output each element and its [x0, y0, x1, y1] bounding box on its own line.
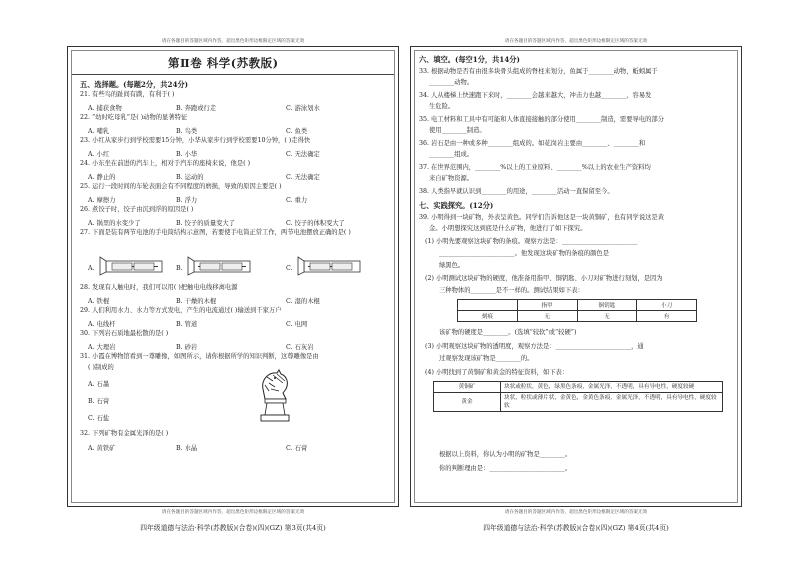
- table-cell: 块状或粒状，黄色，绿黑色条痕，金属光泽，不透明，具有导电性，硬度较硬: [501, 382, 723, 393]
- q28-option-a: A. 铁棍: [88, 298, 110, 305]
- question-24: 24. 小东坐在前进的汽车上，相对于汽车的座椅来说，他是( ): [80, 160, 251, 167]
- part-1-cont: ________________________。他发现这块矿物的条痕的颜色是: [439, 250, 610, 257]
- question-31: 31. 小霞在博物馆看到一尊雕像，如图所示，请你根据所学的知识判断，这尊雕像是由: [80, 353, 319, 360]
- table-row: [434, 382, 723, 393]
- part-2: (2) 小明测试这块矿物的硬度，他准备用指甲、铜钥匙、小刀对矿物进行刻划，是因为: [425, 275, 663, 282]
- question-33: 33. 根据动物是否有由很多块骨头组成的脊柱来划分，鱼属于________动物，蚯蚓属于: [419, 68, 658, 75]
- table-cell: 黄金: [434, 393, 501, 412]
- part-4: (4) 小明找到了黄铜矿和黄金的特征资料，如下表：: [425, 369, 569, 376]
- table-cell: 铜钥匙: [577, 300, 637, 311]
- q24-option-a: A. 静止的: [88, 174, 116, 181]
- question-26: 26. 煮饺子时，饺子由沉到浮的原因是( ): [80, 206, 194, 213]
- q29-option-c: C. 电网: [286, 321, 308, 328]
- q26-option-b: B. 饺子的质量变大了: [176, 220, 236, 227]
- question-25: 25. 运行一段时间的车轮表面会有不同程度的磨损，导致的原因主要是( ): [80, 183, 282, 190]
- part-3: (3) 小明观察这块矿物的透明度，观察方法是：________________________，通: [425, 343, 644, 350]
- table-row: [434, 393, 723, 412]
- question-38: 38. 人类指早就认识到________的用途，________活动一直保留至今。: [419, 188, 614, 195]
- part-1-cont2: 绿黑色。: [439, 262, 465, 269]
- q25-option-a: A. 摩擦力: [88, 197, 116, 204]
- question-21: 21. 有些鸟的趾间有蹼，有利于( ): [80, 91, 175, 98]
- question-27: 27. 下面是装有两节电池的手电筒结构示意图，若要使手电筒正常工作，两节电池摆放正确的是( ): [80, 229, 351, 236]
- section-5-heading: 五、选择题。(每题2分，共24分): [80, 80, 189, 89]
- part-3-cont: 过观察发现该矿物是________的。: [439, 355, 534, 362]
- question-39-cont: 金。小明想探究这到底是什么矿物，他进行了如下探究。: [429, 225, 587, 232]
- page-footer-left: 四年级道德与法治·科学(苏教版)(合卷)(四)(GZ) 第3页(共4页): [140, 524, 326, 532]
- part-5-cont: 你的判断理由是：________________________。: [439, 465, 572, 472]
- section-6-heading: 六、填空。(每空1分，共14分): [419, 55, 520, 64]
- question-28: 28. 发现有人触电时，我们可以用( )把触电电线移离电源: [80, 284, 238, 291]
- question-33-cont: ________动物。: [429, 79, 474, 86]
- answer-sheet-page-4: [410, 46, 742, 507]
- q26-option-a: A. 锅里的水变少了: [88, 220, 141, 227]
- q30-option-a: A. 大理岩: [88, 344, 116, 351]
- table-cell: 指甲: [517, 300, 577, 311]
- mineral-feature-table: [433, 381, 723, 412]
- table-cell: 无: [517, 311, 577, 322]
- q22-option-c: C. 鱼类: [286, 128, 308, 135]
- section-7-heading: 七、实践探究。(12分): [419, 201, 494, 210]
- answer-area-notice-bottom-right: 请在各题目的答题区域内作答，超出黑色矩形边框限定区域的答案无效: [504, 510, 648, 515]
- table-row: [458, 311, 697, 322]
- table-cell: 小刀: [637, 300, 697, 311]
- q26-option-c: C. 饺子的体积变大了: [286, 220, 345, 227]
- question-39: 39. 小明得到一块矿物，外表呈黄色。同学们告诉他这是一块黄铜矿，也有同学说这是黄: [419, 214, 665, 221]
- q23-option-a: A. 小红: [88, 151, 110, 158]
- question-34: 34. 人从楼梯上快速跑下来时，________会越来越大，冲击力也越________，容易发: [419, 92, 652, 99]
- answer-area-notice-bottom-left: 请在各题目的答题区域内作答，超出黑色矩形边框限定区域的答案无效: [161, 510, 305, 515]
- answer-area-notice-top-left: 请在各题目的答题区域内作答，超出黑色矩形边框限定区域的答案无效: [161, 39, 305, 44]
- q23-option-c: C. 无法确定: [286, 151, 320, 158]
- part-2-cont: 三种物体的________是不一样的。测试结果如下表：: [439, 287, 584, 294]
- q21-option-b: B. 奔跑或行走: [176, 105, 217, 112]
- part-5: 根据以上资料，你认为小明的矿物是________。: [439, 451, 572, 458]
- horse-statue-illustration: [253, 369, 295, 425]
- q29-option-b: B. 管道: [176, 321, 198, 328]
- page-footer-right: 四年级道德与法治·科学(苏教版)(合卷)(四)(GZ) 第4页(共4页): [483, 524, 669, 532]
- q31-option-b: B. 石膏: [88, 398, 110, 405]
- hardness-table: [457, 299, 697, 322]
- flashlight-diagram-c: [296, 256, 366, 276]
- answer-area-notice-top-right: 请在各题目的答题区域内作答，超出黑色矩形边框限定区域的答案无效: [504, 39, 648, 44]
- table-cell: [458, 300, 518, 311]
- q31-option-a: A. 石墨: [88, 381, 110, 388]
- q32-option-a: A. 黄铁矿: [88, 445, 116, 452]
- q29-option-a: A. 电线杆: [88, 321, 116, 328]
- q21-option-a: A. 捕获食物: [88, 105, 122, 112]
- q25-option-c: C. 重力: [286, 197, 308, 204]
- q27-option-b: B.: [176, 265, 183, 272]
- q22-option-a: A. 哺乳: [88, 128, 110, 135]
- q32-option-c: C. 石膏: [286, 445, 308, 452]
- q30-option-b: B. 砂岩: [176, 344, 198, 351]
- flashlight-diagram-a: [98, 256, 168, 276]
- flashlight-diagram-b: [186, 256, 256, 276]
- q27-option-a: A.: [88, 265, 95, 272]
- question-31-cont: ( )制成的: [88, 364, 114, 371]
- question-37: 37. 在世界范围内，________%以上的工业原料、________%以上的农业生产资料均: [419, 164, 651, 171]
- table-cell: 黄铜矿: [434, 382, 501, 393]
- q24-option-b: B. 运动的: [176, 174, 204, 181]
- q23-option-b: B. 小华: [176, 151, 198, 158]
- question-29: 29. 人们利用水力、水力等方式发电，产生的电流通过( )输送到千家万户: [80, 307, 282, 314]
- q27-option-c: C.: [286, 265, 293, 272]
- table-cell: 刻痕: [458, 311, 518, 322]
- table-row: [458, 300, 697, 311]
- question-36-cont: ________组成。: [429, 151, 474, 158]
- q28-option-c: C. 湿的木棍: [286, 298, 320, 305]
- q30-option-c: C. 石灰岩: [286, 344, 314, 351]
- question-36: 36. 岩石是由一种或多种________组成的。如花岗岩主要由________、________和: [419, 140, 646, 147]
- part-1: (1) 小明先要观察这块矿物的条痕。观察方法是：________________________: [425, 238, 638, 245]
- question-35: 35. 电工材料和工具中有可能和人体直接接触的部分使用________制造，需要导电的部分: [419, 116, 665, 123]
- part-2-result: 该矿物的硬度是________。(选填“较软”或“较硬”): [439, 329, 577, 336]
- question-35-cont: 使用________制造。: [429, 127, 486, 134]
- q22-option-b: B. 鸟类: [176, 128, 198, 135]
- question-23: 23. 小红从家步行到学校需要15分钟，小华从家步行到学校需要10分钟，( )走得快: [80, 137, 311, 144]
- question-37-cont: 来自矿物资源。: [429, 175, 474, 182]
- answer-sheet-page-3: [67, 46, 399, 507]
- table-cell: 块状，粒状或薄片状，金黄色，金黄色条痕，金属光泽，不透明，具有导电性，硬度较软: [501, 393, 723, 412]
- question-30: 30. 下列岩石质地最松散的是( ): [80, 330, 169, 337]
- q32-option-b: B. 水晶: [176, 445, 198, 452]
- table-cell: 无: [577, 311, 637, 322]
- q28-option-b: B. 干燥的木棍: [176, 298, 217, 305]
- q25-option-b: B. 浮力: [176, 197, 198, 204]
- q21-option-c: C. 游泳划水: [286, 105, 320, 112]
- table-cell: 有: [637, 311, 697, 322]
- q24-option-c: C. 无法确定: [286, 174, 320, 181]
- title-divider: [72, 74, 394, 75]
- question-32: 32. 下列矿物有金属光泽的是( ): [80, 430, 169, 437]
- question-34-cont: 生危险。: [429, 103, 455, 110]
- paper-part-title: 第Ⅱ卷 科学(苏教版): [168, 56, 279, 70]
- q31-option-c: C. 石盐: [88, 415, 110, 422]
- question-22: 22. “幼时吃母乳”是( )动物的显著特征: [80, 114, 188, 121]
